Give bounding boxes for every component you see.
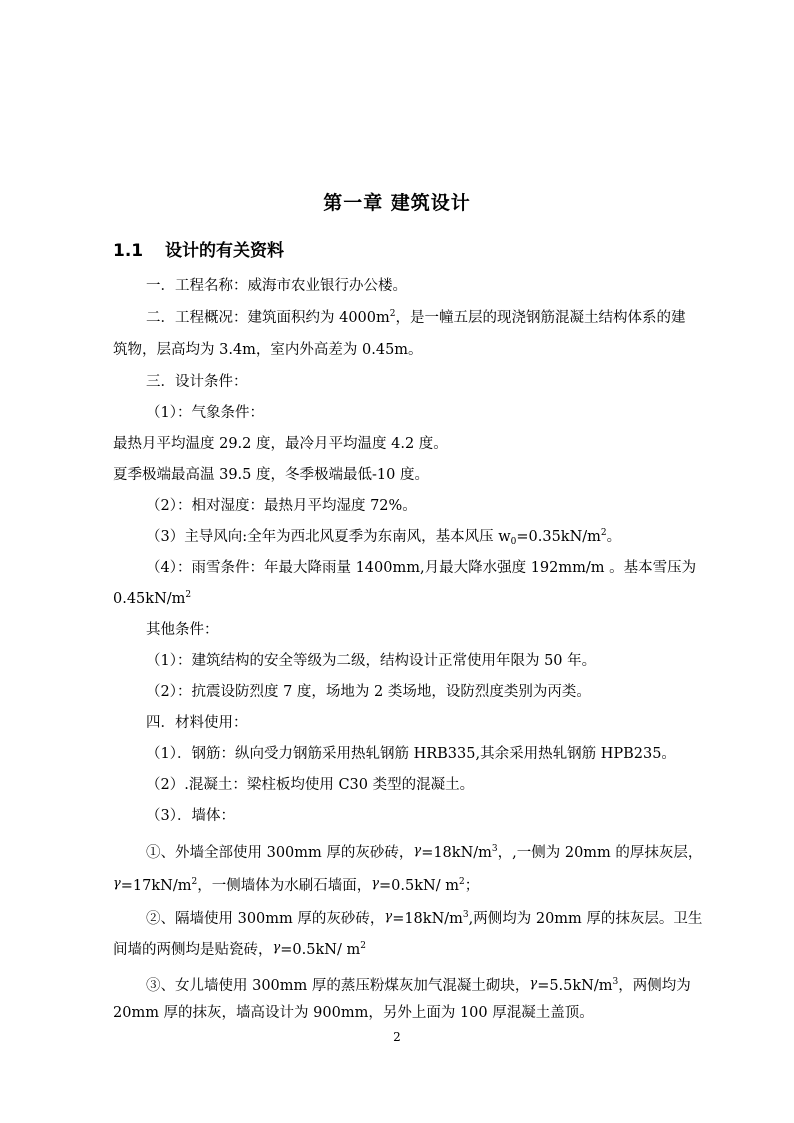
page-number: 2 bbox=[393, 1030, 401, 1044]
concrete-line: （2）.混凝土：梁柱板均使用 C30 类型的混凝土。 bbox=[146, 777, 475, 793]
temperature-line: 最热月平均温度 29.2 度，最冷月平均温度 4.2 度。 bbox=[113, 436, 448, 452]
design-conditions-heading: 三．设计条件： bbox=[146, 374, 248, 390]
rain-snow-line: （4）：雨雪条件：年最大降雨量 1400mm,月最大降水强度 192mm/m 。基本雪压为 bbox=[146, 560, 697, 576]
extreme-temperature-line: 夏季极端最高温 39.5 度，冬季极端最低-10 度。 bbox=[113, 467, 429, 483]
parapet-wall-line: ③、女儿墙使用 300mm 厚的蒸压粉煤灰加气混凝土砌块，$\gamma=5.5kN/m^3$，两侧均为 bbox=[146, 976, 691, 994]
project-overview-line-2: 筑物，层高均为 3.4m，室内外高差为 0.45m。 bbox=[113, 342, 423, 358]
walls-heading: （3）．墙体： bbox=[146, 808, 235, 824]
wind-line: （3）主导风向:全年为西北风夏季为东南风，基本风压 $w_0=0.35kN/m^2$。 bbox=[146, 528, 622, 547]
exterior-wall-line-2: $\gamma=17kN/m^2$，一侧墙体为水刷石墙面，γ=0.5kN/ $m^2$； bbox=[113, 876, 480, 894]
chapter-title: 第一章 建筑设计 bbox=[323, 192, 471, 214]
partition-wall-line: ②、隔墙使用 300mm 厚的灰砂砖，$\gamma=18kN/m^3$,两侧均为 20mm 厚的抹灰层。卫生 bbox=[146, 909, 703, 927]
humidity-line: （2）：相对湿度：最热月平均湿度 72%。 bbox=[146, 498, 417, 514]
rain-snow-line-2: $0.45kN/m^2$ bbox=[113, 590, 192, 607]
parapet-wall-line-2: 20mm 厚的抹灰，墙高设计为 900mm，另外上面为 100 厚混凝土盖顶。 bbox=[113, 1005, 594, 1021]
seismic-line: （2）：抗震设防烈度 7 度，场地为 2 类场地，设防烈度类别为丙类。 bbox=[146, 684, 591, 700]
project-name-line: 一．工程名称：威海市农业银行办公楼。 bbox=[146, 278, 407, 294]
rebar-line: （1）．钢筋：纵向受力钢筋采用热轧钢筋 HRB335,其余采用热轧钢筋 HPB235。 bbox=[146, 746, 676, 762]
section-title: 设计的有关资料 bbox=[165, 241, 284, 261]
weather-conditions-line: （1）：气象条件： bbox=[146, 405, 264, 421]
project-overview-line: 二．工程概况：建筑面积约为 $4000m^2$，是一幢五层的现浇钢筋混凝土结构体系的建 bbox=[146, 309, 686, 326]
exterior-wall-line: ①、外墙全部使用 300mm 厚的灰砂砖，$\gamma=18kN/m^3$，,一侧为 20mm 的厚抹灰层， bbox=[146, 843, 703, 861]
other-conditions-heading: 其他条件： bbox=[146, 622, 219, 638]
section-number: 1.1 bbox=[113, 241, 144, 261]
section-heading bbox=[113, 236, 284, 261]
partition-wall-line-2: 间墙的两侧均是贴瓷砖，γ=0.5kN/ $m^2$ bbox=[113, 940, 366, 958]
materials-heading: 四．材料使用： bbox=[146, 715, 248, 731]
safety-class-line: （1）：建筑结构的安全等级为二级，结构设计正常使用年限为 50 年。 bbox=[146, 653, 597, 669]
